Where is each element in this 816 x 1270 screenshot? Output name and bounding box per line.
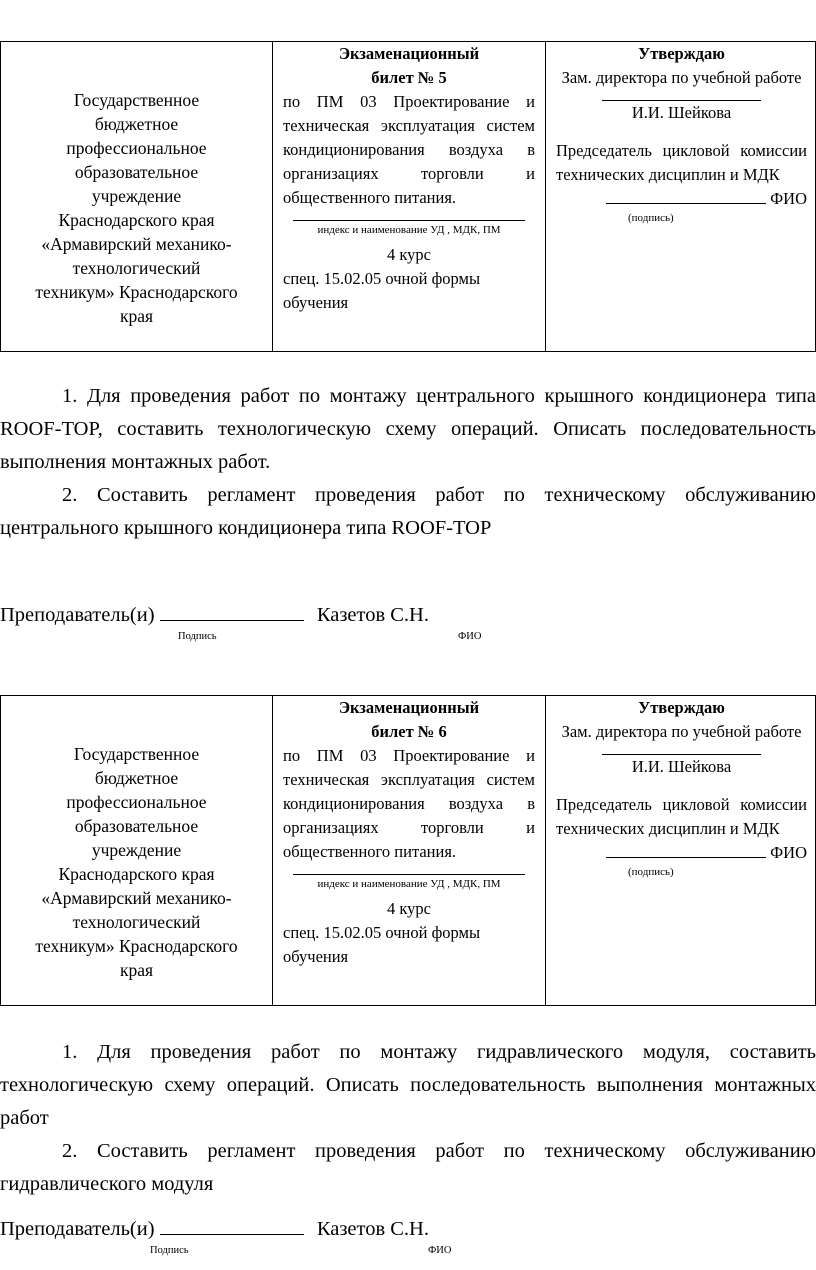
index-caption: индекс и наименование УД , МДК, ПМ — [317, 878, 501, 890]
ticket-info-cell — [273, 42, 546, 352]
specialty: спец. 15.02.05 очной формы обучения — [283, 269, 481, 312]
teacher-signature-line — [160, 602, 304, 621]
subject-text: по ПМ 03 Проектирование и техническая эксплуатация систем кондиционирования воздуха в организациях торговли и общественного питания. — [283, 92, 535, 207]
signature-caption: (подпись) — [628, 212, 674, 224]
org-line: Государственное — [73, 89, 200, 110]
index-caption: индекс и наименование УД , МДК, ПМ — [317, 224, 501, 236]
subject-underline — [293, 874, 525, 875]
approve-name: И.И. Шейкова — [631, 103, 732, 122]
sign-caption: Подпись — [150, 1245, 189, 1256]
institution-cell — [1, 42, 273, 352]
org-line: «Армавирский механико- — [41, 887, 232, 908]
org-line: «Армавирский механико- — [41, 233, 232, 254]
teacher-label: Преподаватель(и) — [0, 604, 155, 626]
chair-text: Председатель цикловой комиссии технических дисциплин и МДК — [556, 795, 807, 838]
signature-caption: (подпись) — [628, 866, 674, 878]
ticket-header-table — [0, 41, 816, 352]
org-line: техникум» Краснодарского — [35, 935, 238, 956]
teacher-label: Преподаватель(и) — [0, 1218, 155, 1240]
approval-cell — [546, 696, 816, 1006]
approve-name: И.И. Шейкова — [631, 757, 732, 776]
org-line: учреждение — [91, 839, 182, 860]
org-line: технологический — [72, 911, 201, 932]
teacher-signature-line — [160, 1216, 304, 1235]
org-line: Краснодарского края — [58, 209, 215, 230]
chair-text: Председатель цикловой комиссии технических дисциплин и МДК — [556, 141, 807, 184]
teacher-line — [0, 602, 429, 628]
course: 4 курс — [387, 899, 431, 918]
org-line: края — [119, 305, 154, 326]
course: 4 курс — [387, 245, 431, 264]
org-line: Краснодарского края — [58, 863, 215, 884]
ticket-number: билет № 6 — [371, 722, 447, 741]
org-line: профессиональное — [66, 791, 207, 812]
ticket-info-cell — [273, 696, 546, 1006]
subject-underline — [293, 220, 525, 221]
org-line: образовательное — [74, 161, 199, 182]
org-line: технологический — [72, 257, 201, 278]
fio-caption: ФИО — [428, 1245, 452, 1256]
tasks-block — [0, 1036, 816, 1201]
org-line: края — [119, 959, 154, 980]
task-1: 1. Для проведения работ по монтажу центрального крышного кондиционера типа ROOF-TOP, составить технологическую схему операций. Описать последовательность выполнения монтажных работ. — [0, 385, 816, 473]
approve-position: Зам. директора по учебной работе — [561, 722, 802, 741]
teacher-line — [0, 1216, 429, 1242]
tasks-block — [0, 380, 816, 545]
org-line: профессиональное — [66, 137, 207, 158]
institution-cell — [1, 696, 273, 1006]
org-line: Государственное — [73, 743, 200, 764]
approve-title: Утверждаю — [638, 44, 725, 63]
subject-text: по ПМ 03 Проектирование и техническая эксплуатация систем кондиционирования воздуха в организациях торговли и общественного питания. — [283, 746, 535, 861]
teacher-name: Казетов С.Н. — [316, 1218, 429, 1240]
org-line: техникум» Краснодарского — [35, 281, 238, 302]
task-1: 1. Для проведения работ по монтажу гидравлического модуля, составить технологическую схему операций. Описать последовательность выполнения монтажных работ — [0, 1041, 816, 1129]
org-line: учреждение — [91, 185, 182, 206]
approve-title: Утверждаю — [638, 698, 725, 717]
ticket-header-table — [0, 695, 816, 1006]
chair-fio-label: ФИО — [770, 843, 807, 862]
org-line: бюджетное — [94, 767, 179, 788]
specialty: спец. 15.02.05 очной формы обучения — [283, 923, 481, 966]
ticket-number: билет № 5 — [371, 68, 447, 87]
task-2: 2. Составить регламент проведения работ по техническому обслуживанию центрального крышного кондиционера типа ROOF-TOP — [0, 484, 816, 539]
teacher-name: Казетов С.Н. — [316, 604, 429, 626]
org-line: бюджетное — [94, 113, 179, 134]
sign-caption: Подпись — [178, 631, 217, 642]
ticket-title: Экзаменационный — [338, 44, 480, 63]
approval-cell — [546, 42, 816, 352]
fio-caption: ФИО — [458, 631, 482, 642]
ticket-title: Экзаменационный — [338, 698, 480, 717]
task-2: 2. Составить регламент проведения работ по техническому обслуживанию гидравлического модуля — [0, 1140, 816, 1195]
chair-signature-line — [606, 187, 766, 204]
chair-signature-line — [606, 841, 766, 858]
org-line: образовательное — [74, 815, 199, 836]
approve-position: Зам. директора по учебной работе — [561, 68, 802, 87]
chair-fio-label: ФИО — [770, 189, 807, 208]
